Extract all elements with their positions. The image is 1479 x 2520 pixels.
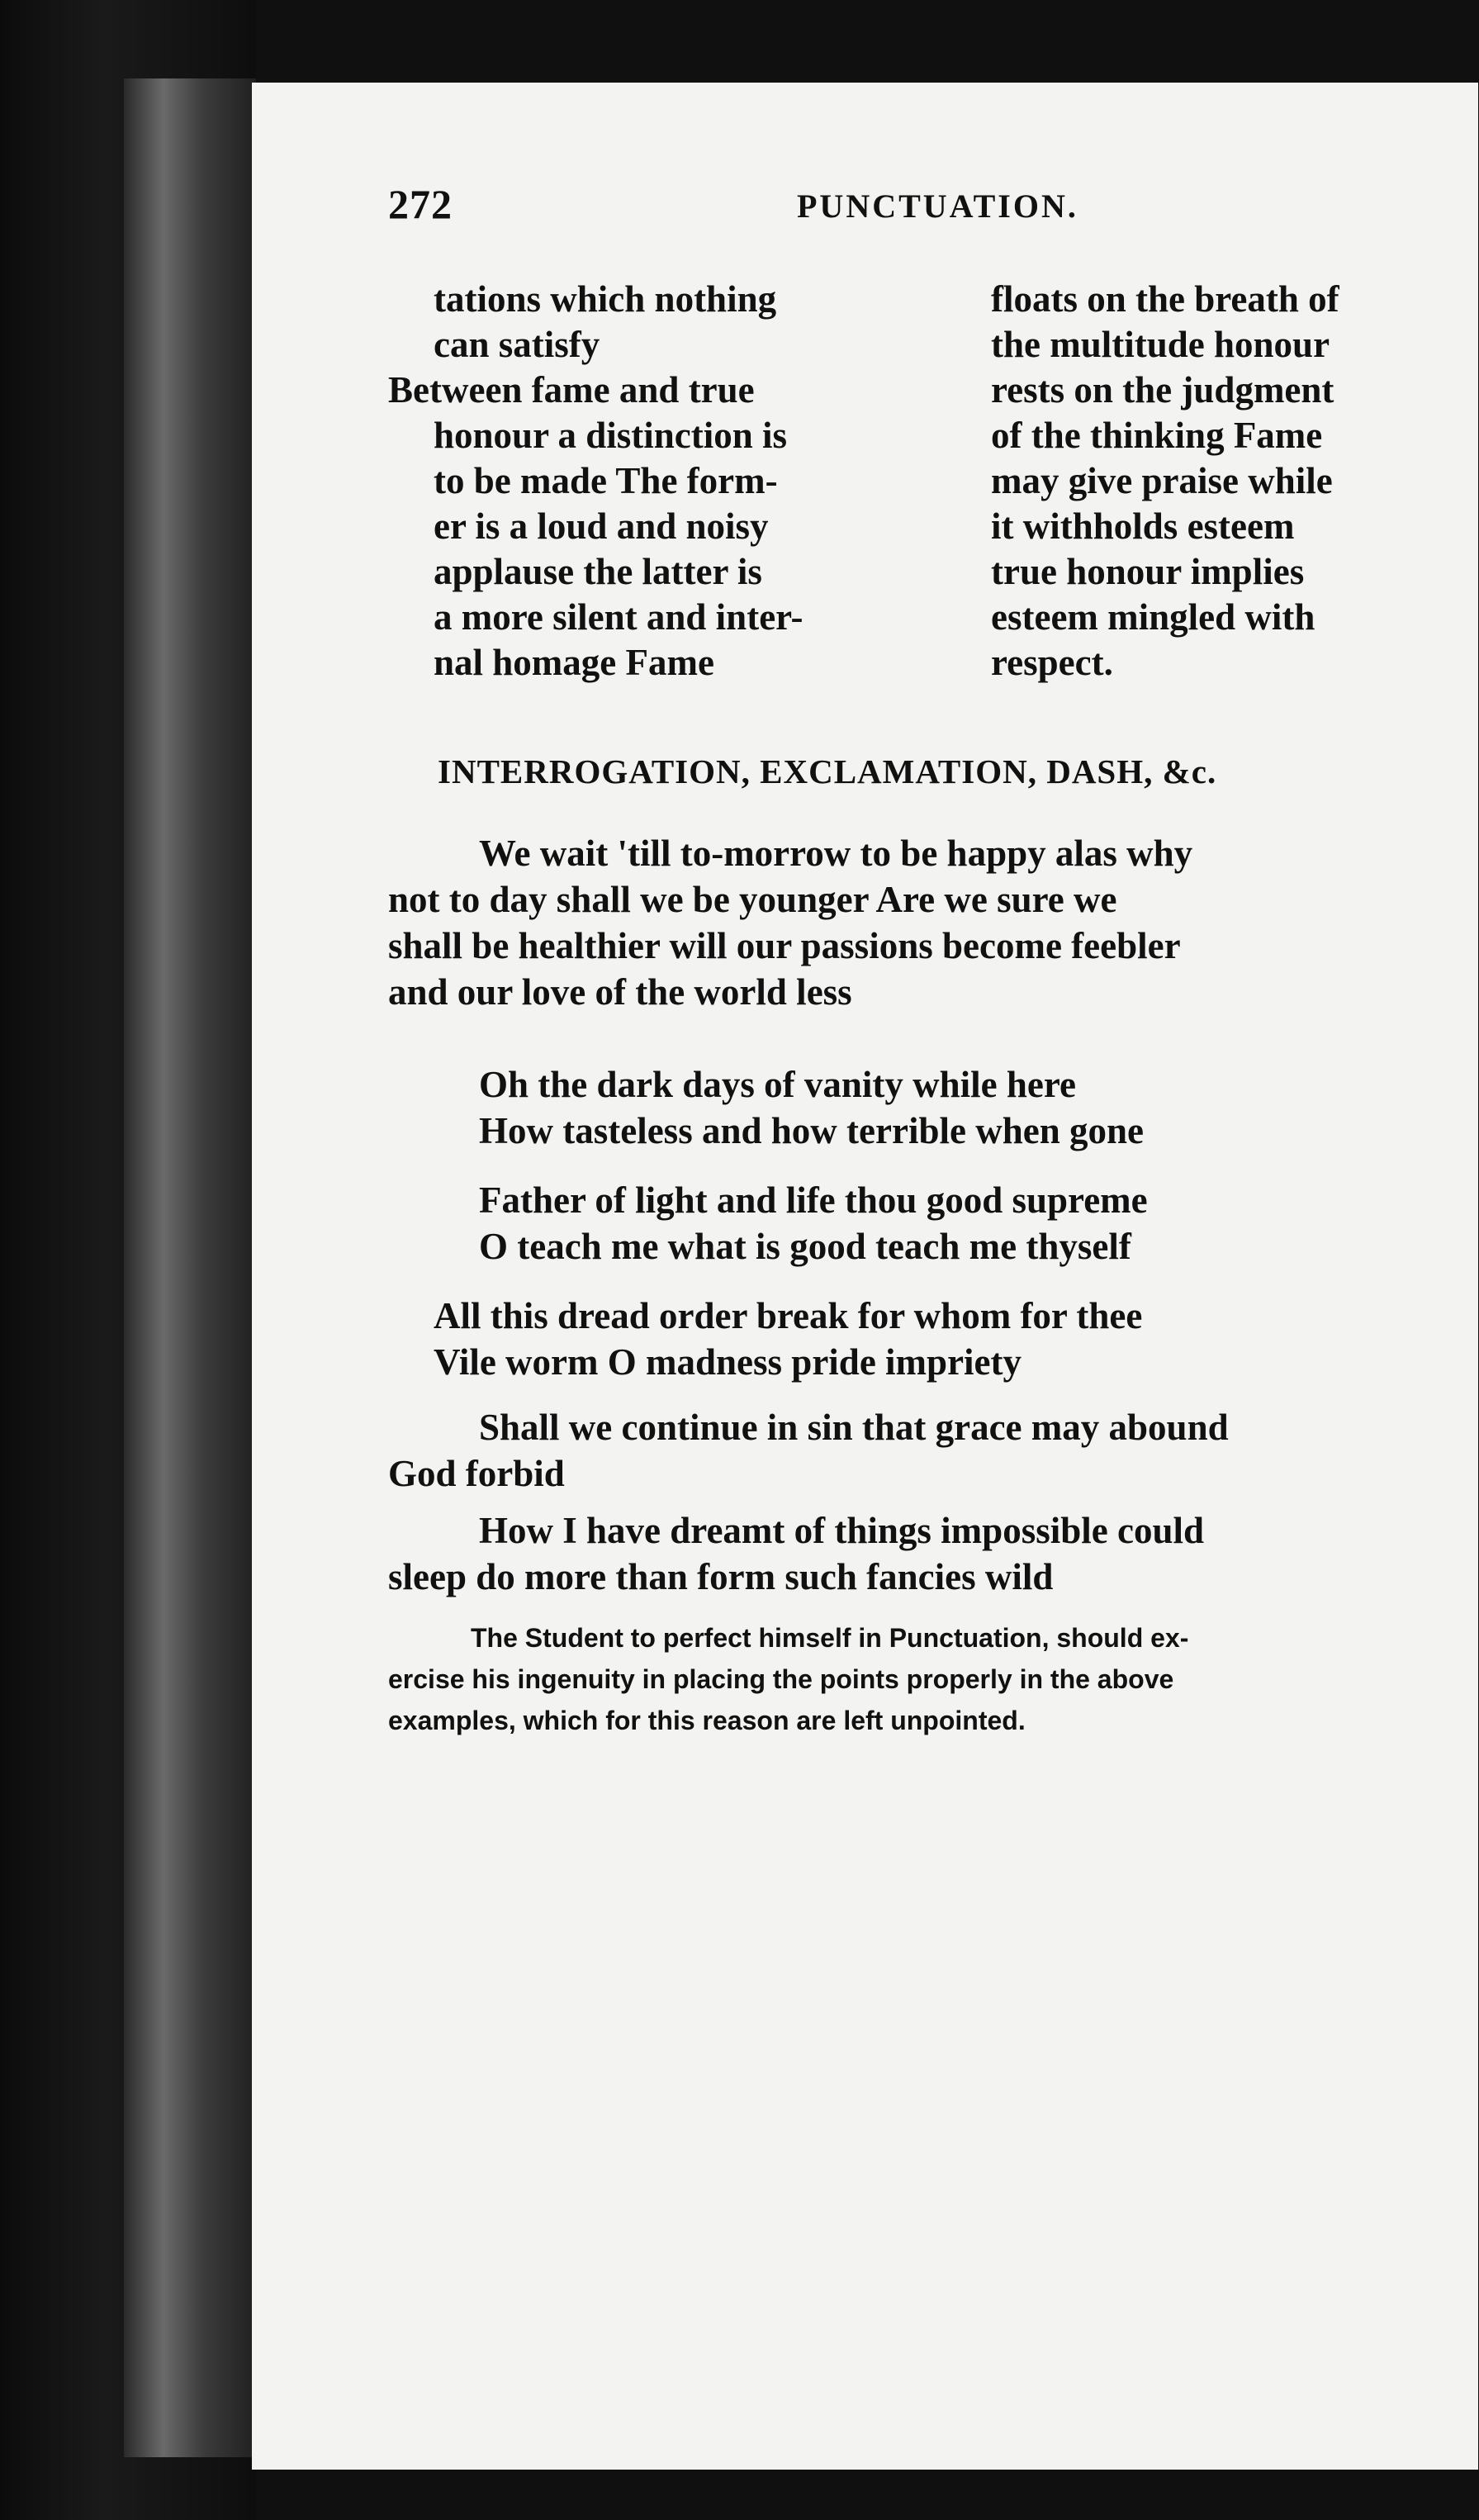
column-line: esteem mingled with [991,596,1315,638]
note-line: The Student to perfect himself in Punctuation, should ex- [471,1623,1189,1653]
verse-line: O teach me what is good teach me thyself [479,1226,1131,1267]
verse [388,1293,1453,1385]
page-number: 272 [388,181,453,227]
text-line: How I have dreamt of things impossible could [479,1510,1205,1551]
book-spine [124,78,256,2457]
verse-line: Oh the dark days of vanity while here [479,1064,1076,1105]
paragraph [388,830,1453,1015]
note-line: ercise his ingenuity in placing the points properly in the above [388,1664,1174,1694]
verse-line: All this dread order break for whom for thee [434,1295,1143,1336]
column-line: honour a distinction is [434,415,788,456]
verse-line: How tasteless and how terrible when gone [479,1110,1144,1151]
page-header [252,180,1478,230]
column-line: nal homage Fame [434,642,714,683]
column-line: er is a loud and noisy [434,505,769,547]
column-line: may give praise while [991,460,1333,501]
column-line: Between fame and true [388,369,755,411]
text-line: God forbid [388,1453,565,1494]
column-line: a more silent and inter- [434,596,803,638]
column-line: applause the latter is [434,551,762,592]
text-line: sleep do more than form such fancies wild [388,1556,1054,1597]
running-title: PUNCTUATION. [797,187,1078,225]
column-line: can satisfy [434,324,600,365]
verse [388,1177,1453,1269]
paragraph [388,1404,1453,1497]
text-line: Shall we continue in sin that grace may abound [479,1407,1229,1448]
verse-line: Father of light and life thou good supreme [479,1179,1148,1221]
column-line: true honour implies [991,551,1305,592]
column-line: floats on the breath of [991,278,1339,320]
verse-line: Vile worm O madness pride impriety [434,1341,1022,1383]
verse [388,1061,1453,1154]
column-line: it withholds esteem [991,505,1295,547]
column-line: the multitude honour [991,324,1330,365]
right-column [991,277,1458,686]
text-line: and our love of the world less [388,971,852,1013]
student-note [388,1617,1453,1741]
text-line: not to day shall we be younger Are we sure we [388,879,1117,920]
book-page [252,83,1478,2470]
section-heading: INTERROGATION, EXCLAMATION, DASH, &c. [438,752,1217,790]
left-column [388,277,875,686]
column-line: respect. [991,642,1113,683]
text-line: We wait 'till to-morrow to be happy alas why [479,833,1193,874]
column-line: to be made The form- [434,460,778,501]
note-line: examples, which for this reason are left unpointed. [388,1706,1026,1735]
column-line: tations which nothing [434,278,777,320]
column-line: rests on the judgment [991,369,1334,411]
text-line: shall be healthier will our passions become feebler [388,925,1181,966]
paragraph [388,1507,1453,1600]
column-line: of the thinking Fame [991,415,1323,456]
